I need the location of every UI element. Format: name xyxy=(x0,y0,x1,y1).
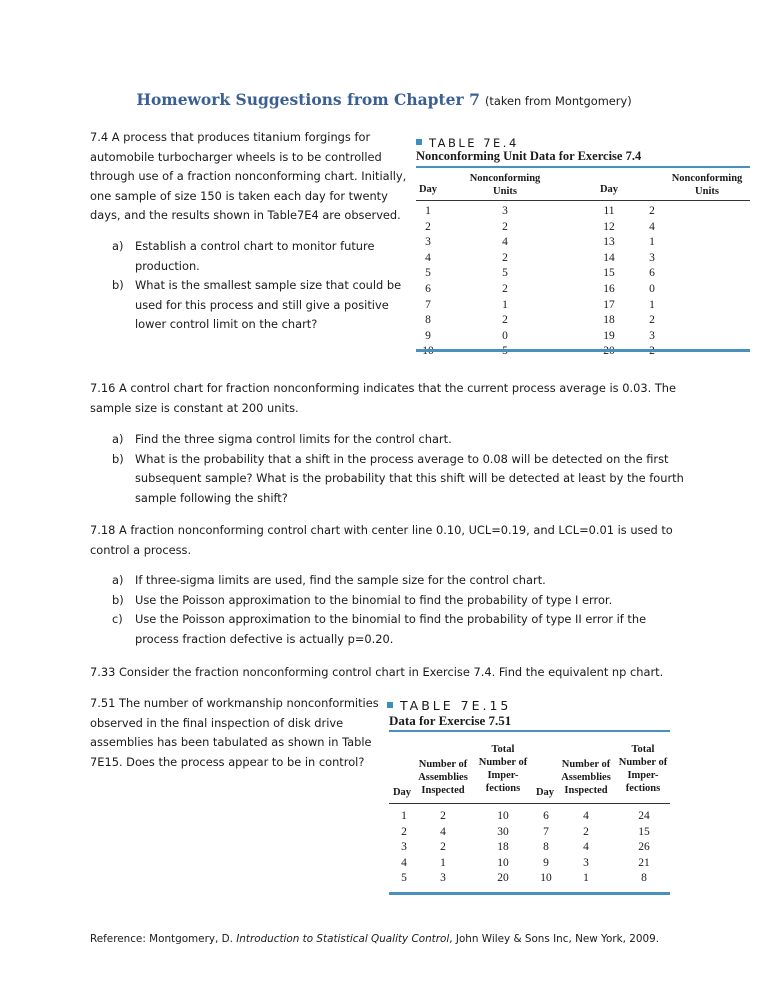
table-header-day: Day xyxy=(535,787,555,798)
page-title xyxy=(0,90,768,109)
table-column-units: 2 4 1 3 6 0 1 2 3 xyxy=(649,205,655,342)
table-header-day: Day xyxy=(392,787,412,798)
problem-7-16: 7.16 A control chart for fraction nonconforming indicates that the current process average is 0.03. The sample size is constant at 200 units. xyxy=(90,381,677,415)
table-header-units: Nonconforming Units xyxy=(671,173,743,197)
reference-book-title: Introduction to Statistical Quality Control xyxy=(236,933,450,945)
table-column-units: 3 2 4 2 5 2 1 2 0 xyxy=(502,205,508,342)
table-bottom-rule xyxy=(416,349,750,352)
problem-7-4 xyxy=(90,128,410,226)
table-header-day: Day xyxy=(418,184,438,195)
problem-line: days, and the results shown in Table7E4 are observed. xyxy=(90,208,401,223)
table-7e4-caption: Nonconforming Unit Data for Exercise 7.4 xyxy=(416,149,642,163)
table-column-assemblies: 4 2 4 3 1 xyxy=(583,810,589,885)
table-top-rule xyxy=(416,166,750,168)
title-subtitle: (taken from Montgomery) xyxy=(484,94,632,108)
table-7e4-label: TABLE 7E.4 xyxy=(416,136,519,150)
table-header-imperfections: Total Number of Imper- fections xyxy=(478,744,528,794)
table-column-day: 11 12 13 14 15 16 17 18 19 xyxy=(603,205,615,342)
table-header-day: Day xyxy=(599,184,619,195)
table-column-assemblies: 2 4 2 1 3 xyxy=(440,810,446,885)
table-header-rule xyxy=(389,803,670,804)
problem-line: through use of a fraction nonconforming chart. Initially, xyxy=(90,169,407,184)
square-bullet-icon xyxy=(387,702,393,708)
problem-line: one sample of size 150 is taken each day for twenty xyxy=(90,188,388,203)
table-header-imperfections: Total Number of Imper- fections xyxy=(618,744,668,794)
table-top-rule xyxy=(389,730,670,732)
list-item: b) What is the smallest sample size that could be used for this process and still give a positive lower control limit on the chart? xyxy=(112,278,402,332)
problem-line: 7.4 A process that produces titanium forgings for xyxy=(90,130,371,144)
table-header-assemblies: Number of Assemblies Inspected xyxy=(418,759,468,796)
table-column-day: 1 2 3 4 5 xyxy=(401,810,407,885)
list-item: a) Establish a control chart to monitor future production. xyxy=(112,239,375,273)
problem-7-18: 7.18 A fraction nonconforming control chart with center line 0.10, UCL=0.19, and LCL=0.01 is used to control a process. xyxy=(90,523,673,557)
list-item: b) Use the Poisson approximation to the binomial to find the probability of type I error. xyxy=(112,592,613,607)
square-bullet-icon xyxy=(416,139,422,145)
problem-7-33: 7.33 Consider the fraction nonconforming control chart in Exercise 7.4. Find the equivalent np chart. xyxy=(90,665,664,679)
table-column-day: 6 7 8 9 10 xyxy=(540,810,552,885)
title-main: Homework Suggestions from Chapter 7 xyxy=(136,90,480,109)
problem-line: automobile turbocharger wheels is to be controlled xyxy=(90,149,382,164)
problem-7-51: 7.51 The number of workmanship nonconformities observed in the final inspection of disk drive assemblies has been tabulated as shown in Table 7E15. Does the process appear to be in control? xyxy=(90,696,379,769)
table-column-imperfections: 10 30 18 10 20 xyxy=(497,810,509,885)
list-item: b) What is the probability that a shift in the process average to 0.08 will be detected on the first subsequent sample? What is the probability that this shift will be detected at least by the fourth sample following the shift? xyxy=(112,451,684,505)
list-item: c) Use the Poisson approximation to the binomial to find the probability of type II error if the process fraction defective is actually p=0.20. xyxy=(112,612,647,646)
list-item: a) If three-sigma limits are used, find the sample size for the control chart. xyxy=(112,573,546,587)
table-7e15-label: TABLE 7E.15 xyxy=(387,698,511,713)
problem-7-16-parts xyxy=(90,430,730,508)
problem-7-4-parts xyxy=(90,237,410,335)
table-7e15-caption: Data for Exercise 7.51 xyxy=(389,713,512,728)
table-header-assemblies: Number of Assemblies Inspected xyxy=(561,759,611,796)
list-item: a) Find the three sigma control limits for the control chart. xyxy=(112,432,452,446)
reference: Reference: Montgomery, D. Introduction to Statistical Quality Control, John Wiley & Sons Inc, New York, 2009. xyxy=(90,933,660,945)
table-column-imperfections: 24 15 26 21 8 xyxy=(638,810,650,885)
problem-7-18-parts xyxy=(90,571,730,649)
table-column-day: 1 2 3 4 5 6 7 8 9 xyxy=(425,205,431,342)
table-bottom-rule xyxy=(389,892,670,895)
table-header-rule xyxy=(416,200,750,201)
table-header-units: Nonconforming Units xyxy=(469,173,541,197)
